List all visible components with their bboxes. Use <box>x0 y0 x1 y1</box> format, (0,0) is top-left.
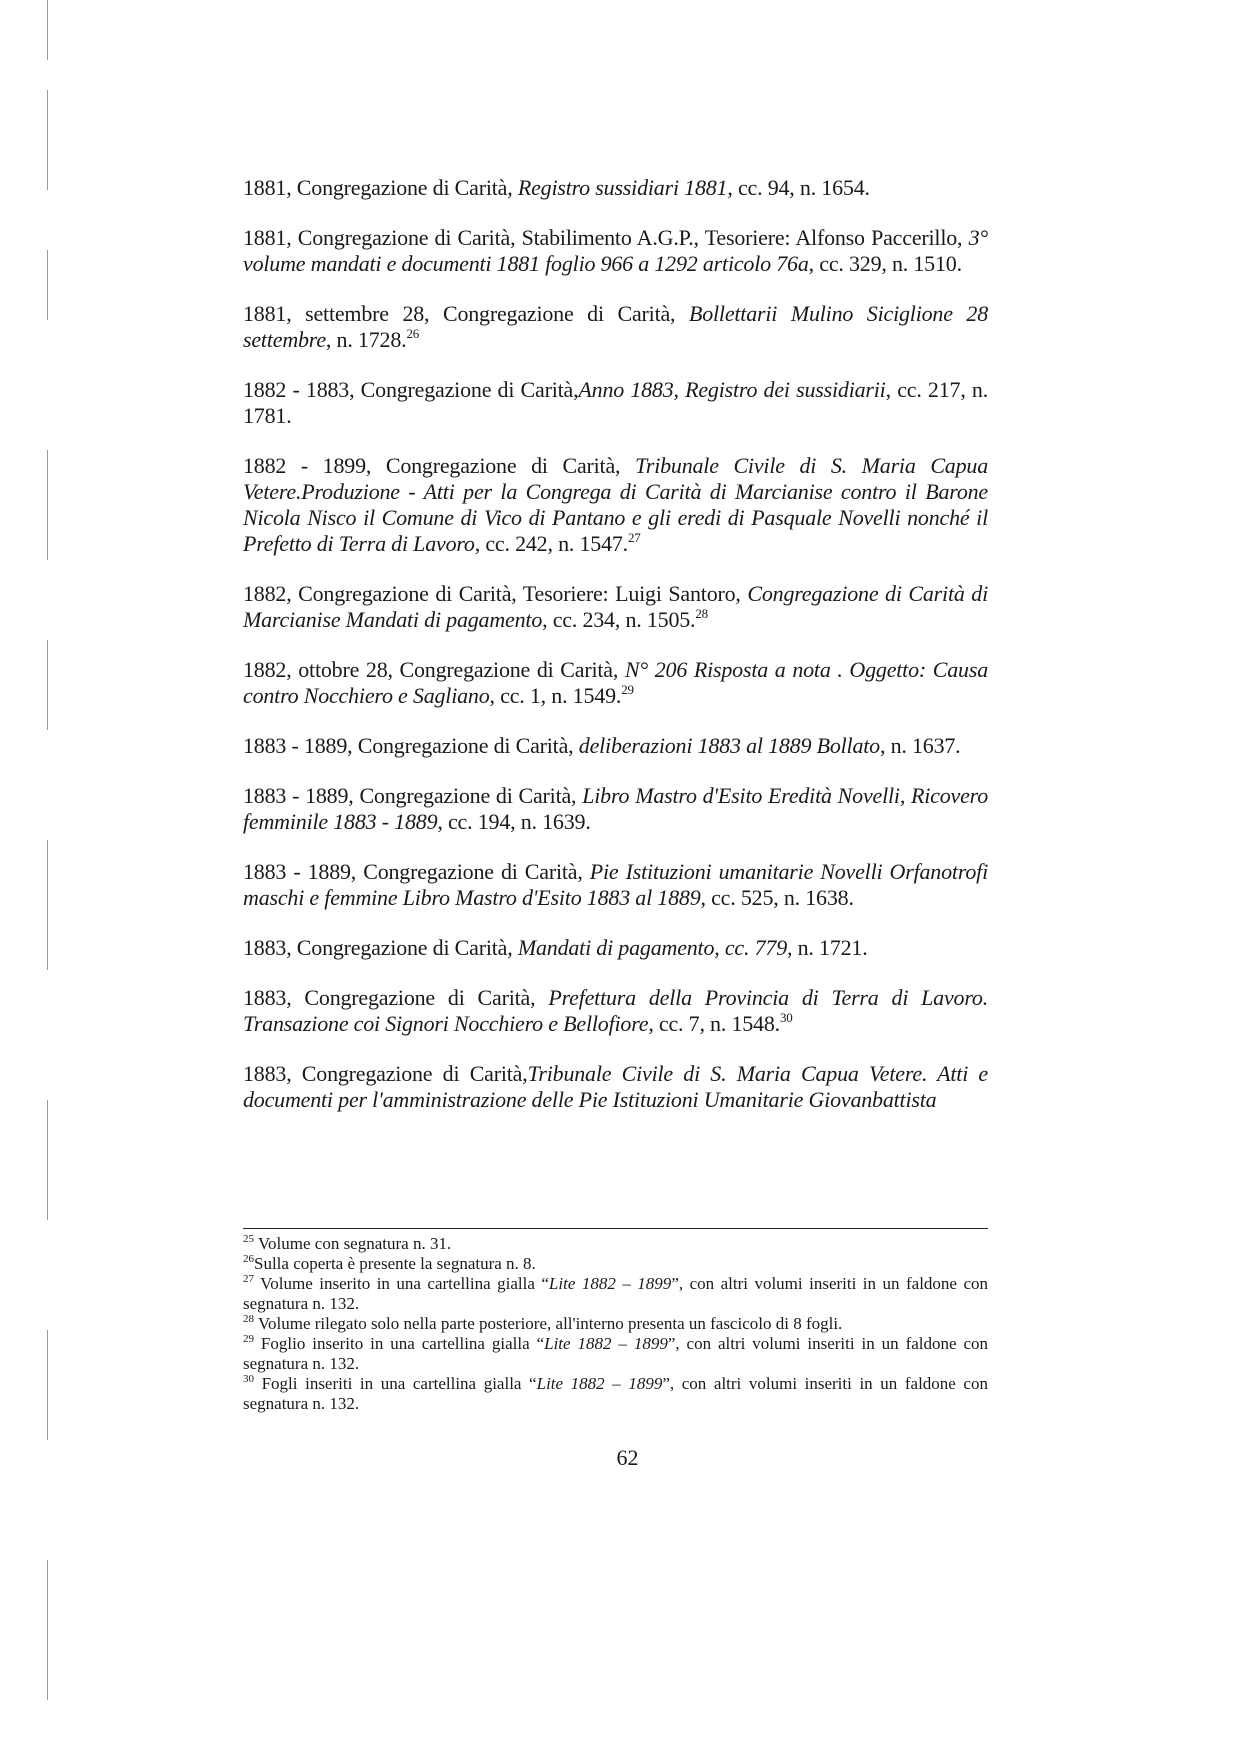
text-segment: 1883 - 1889, Congregazione di Carità, <box>243 733 579 758</box>
text-segment: ”, con altri volumi inseriti in un faldone con segnatura n. 132. <box>243 1274 988 1313</box>
text-segment: 1882 - 1883, Congregazione di Carità, <box>243 377 579 402</box>
footnote-ref: 28 <box>695 606 708 621</box>
text-segment: , cc. 1, n. 1549. <box>489 683 622 708</box>
text-segment: 1883 - 1889, Congregazione di Carità, <box>243 783 583 808</box>
footnote-ref: 29 <box>243 1333 254 1345</box>
scan-margin-mark <box>47 1560 48 1700</box>
page-number: 62 <box>616 1445 639 1470</box>
text-segment: , cc. 194, n. 1639. <box>437 809 591 834</box>
archive-entry <box>243 783 988 835</box>
footnote <box>243 1274 988 1314</box>
footnote-ref: 28 <box>243 1313 254 1325</box>
text-segment: Foglio inserito in una cartellina gialla “ <box>254 1334 545 1353</box>
italic-title: Prefettura della Provincia di Terra di Lavoro. Transazione coi Signori Nocchiero e Bellofiore <box>243 985 988 1036</box>
archive-entry <box>243 733 988 759</box>
footnote-ref: 26 <box>243 1253 254 1265</box>
footnote-ref: 29 <box>621 682 634 697</box>
italic-title: deliberazioni 1883 al 1889 Bollato <box>578 733 880 758</box>
text-segment: 1883 - 1889, Congregazione di Carità, <box>243 859 590 884</box>
scan-margin-mark <box>47 840 48 970</box>
footnote <box>243 1254 988 1274</box>
archive-entry <box>243 225 988 277</box>
footnote-ref: 30 <box>779 1010 793 1025</box>
archive-entry <box>243 377 988 429</box>
footnote-separator <box>243 1228 988 1229</box>
footnotes <box>243 1234 988 1414</box>
italic-title: 3° volume mandati e documenti 1881 foglio 966 a 1292 articolo 76a <box>243 225 988 276</box>
italic-title: Anno 1883, Registro dei sussidiarii <box>578 377 886 402</box>
text-segment: 1883, Congregazione di Carità, <box>243 935 518 960</box>
text-segment: Volume inserito in una cartellina gialla “ <box>254 1274 549 1293</box>
footnote <box>243 1374 988 1414</box>
archive-entry <box>243 935 988 961</box>
text-segment: 1881, Congregazione di Carità, <box>243 175 518 200</box>
scan-margin-mark <box>47 1100 48 1220</box>
text-segment: n. 1721. <box>792 935 868 960</box>
italic-title: Lite 1882 – 1899 <box>544 1334 668 1353</box>
italic-title: Libro Mastro d'Esito Eredità Novelli, Ricovero femminile 1883 - 1889 <box>243 783 988 834</box>
archive-entry <box>243 175 988 201</box>
text-segment: 1883, Congregazione di Carità, <box>243 985 549 1010</box>
italic-title: Bollettarii Mulino Siciglione 28 settembre <box>243 301 988 352</box>
text-segment: Volume rilegato solo nella parte posteriore, all'interno presenta un fascicolo di 8 fogli. <box>254 1314 843 1333</box>
text-segment: , cc. 94, n. 1654. <box>727 175 870 200</box>
text-segment: Fogli inseriti in una cartellina gialla “ <box>254 1374 537 1393</box>
text-segment: ”, con altri volumi inseriti in un faldone con segnatura n. 132. <box>243 1374 988 1413</box>
archive-entry-list <box>243 175 988 1137</box>
archive-entry <box>243 657 988 709</box>
footnote-ref: 25 <box>243 1233 254 1245</box>
italic-title: Pie Istituzioni umanitarie Novelli Orfanotrofi maschi e femmine Libro Mastro d'Esito 1883 al 1889 <box>243 859 988 910</box>
scan-margin-mark <box>47 250 48 320</box>
italic-title: Tribunale Civile di S. Maria Capua Vetere.Produzione - Atti per la Congrega di Carità di Marcianise contro il Barone Nicola Nisco il Comune di Vico di Pantano e gli eredi di Pasquale Novelli nonché il Prefetto di Terra di Lavoro <box>243 453 988 556</box>
text-segment: 1883, Congregazione di Carità, <box>243 1061 528 1086</box>
archive-entry <box>243 985 988 1037</box>
scan-margin-mark <box>47 0 48 60</box>
archive-entry <box>243 859 988 911</box>
italic-title: N° 206 Risposta a nota . Oggetto: Causa contro Nocchiero e Sagliano <box>243 657 988 708</box>
text-segment: , cc. 7, n. 1548. <box>648 1011 780 1036</box>
text-segment: Sulla coperta è presente la segnatura n. 8. <box>254 1254 536 1273</box>
footnote-ref: 26 <box>406 326 420 341</box>
archive-entry <box>243 581 988 633</box>
archive-entry <box>243 1061 988 1113</box>
footnote <box>243 1334 988 1374</box>
text-segment: ”, con altri volumi inseriti in un faldone con segnatura n. 132. <box>243 1334 988 1373</box>
footnote-ref: 30 <box>243 1373 254 1385</box>
text-segment: , n. 1637. <box>879 733 961 758</box>
text-segment: 1882, Congregazione di Carità, Tesoriere: Luigi Santoro, <box>243 581 748 606</box>
text-segment: , cc. 242, n. 1547. <box>474 531 628 556</box>
italic-title: Lite 1882 – 1899 <box>536 1374 663 1393</box>
text-segment: 1881, settembre 28, Congregazione di Carità, <box>243 301 689 326</box>
footnote-ref: 27 <box>243 1273 254 1285</box>
italic-title: Congregazione di Carità di Marcianise Mandati di pagamento <box>243 581 989 632</box>
archive-entry <box>243 453 988 557</box>
text-segment: Volume con segnatura n. 31. <box>254 1234 452 1253</box>
footnote <box>243 1314 988 1334</box>
italic-title: Mandati di pagamento, cc. 779, <box>517 935 793 960</box>
footnote <box>243 1234 988 1254</box>
italic-title: Lite 1882 – 1899 <box>548 1274 672 1293</box>
text-segment: 1882, ottobre 28, Congregazione di Carità, <box>243 657 625 682</box>
italic-title: Registro sussidiari 1881 <box>517 175 728 200</box>
footnote-ref: 27 <box>627 530 641 545</box>
archive-entry <box>243 301 988 353</box>
italic-title: Tribunale Civile di S. Maria Capua Vetere. Atti e documenti per l'amministrazione delle Pie Istituzioni Umanitarie Giovanbattista <box>243 1061 988 1112</box>
text-segment: , cc. 329, n. 1510. <box>808 251 962 276</box>
scan-margin-mark <box>47 90 48 190</box>
text-segment: , n. 1728. <box>325 327 407 352</box>
text-segment: 1882 - 1899, Congregazione di Carità, <box>243 453 636 478</box>
text-segment: , cc. 525, n. 1638. <box>700 885 854 910</box>
text-segment: , cc. 234, n. 1505. <box>542 607 696 632</box>
text-segment: 1881, Congregazione di Carità, Stabilimento A.G.P., Tesoriere: Alfonso Paccerillo, <box>243 225 969 250</box>
scan-margin-mark <box>47 450 48 560</box>
text-segment: , cc. 217, n. 1781. <box>243 377 988 428</box>
scan-margin-mark <box>47 1330 48 1440</box>
scan-margin-mark <box>47 640 48 730</box>
